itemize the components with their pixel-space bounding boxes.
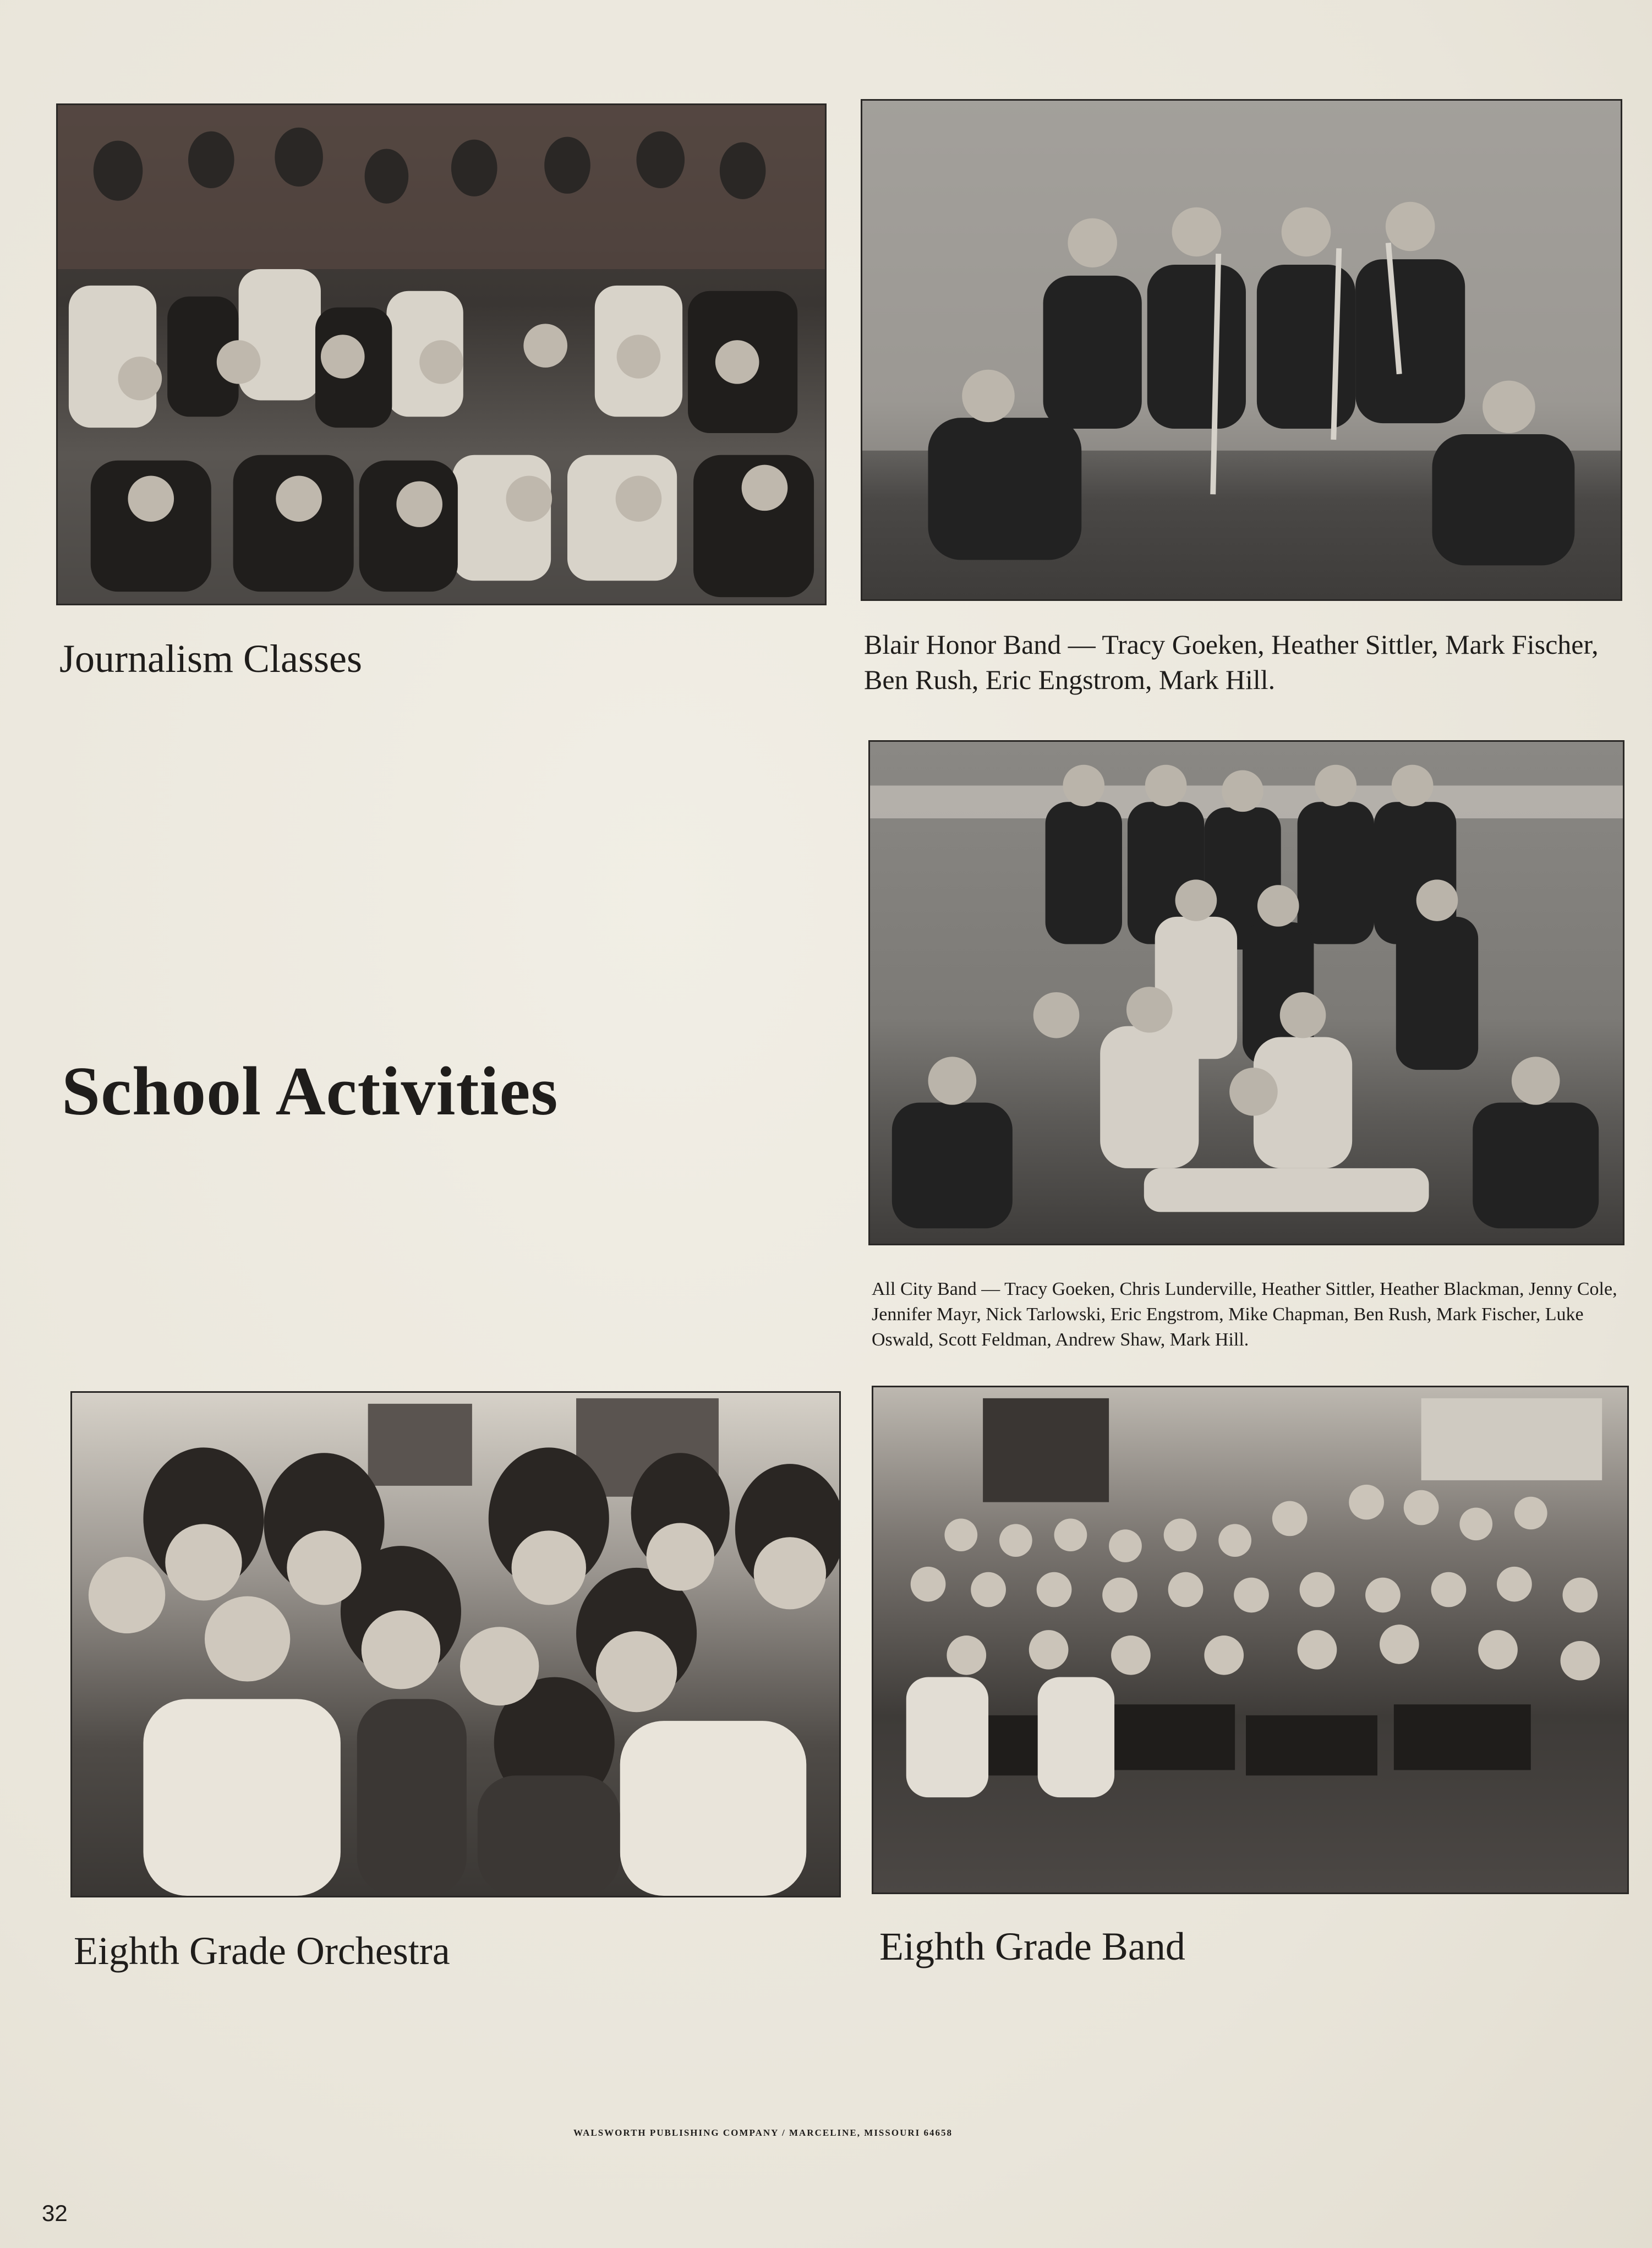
journalism-classes-photo (56, 103, 827, 605)
publisher-imprint: WALSWORTH PUBLISHING COMPANY / MARCELINE, MISSOURI 64658 (573, 2127, 953, 2138)
all-city-band-figures (870, 742, 1623, 1244)
band-class-figures (873, 1387, 1627, 1893)
page-number: 32 (42, 2200, 68, 2226)
band-members-figures (862, 101, 1621, 599)
honor-band-photo (861, 99, 1622, 601)
orchestra-figures (72, 1393, 839, 1896)
eighth-band-photo (872, 1386, 1629, 1894)
all-city-band-photo (868, 740, 1624, 1245)
all-city-band-caption: All City Band — Tracy Goeken, Chris Lunderville, Heather Sittler, Heather Blackman, Jenny Cole, Jennifer Mayr, Nick Tarlowski, Eric Engstrom, Mike Chapman, Ben Rush, Mark Fischer, Luke Oswald, Scott Feldman, Andrew Shaw, Mark Hill. (872, 1279, 1617, 1350)
journalism-classes-caption: Journalism Classes (59, 637, 362, 681)
eighth-band-caption: Eighth Grade Band (879, 1924, 1185, 1968)
orchestra-caption: Eighth Grade Orchestra (74, 1929, 450, 1973)
honor-band-caption: Blair Honor Band — Tracy Goeken, Heather Sittler, Mark Fischer, Ben Rush, Eric Engstrom, Mark Hill. (864, 629, 1599, 695)
section-title: School Activities (62, 1053, 559, 1130)
group-photo-figures (58, 105, 825, 604)
orchestra-photo (70, 1391, 841, 1897)
